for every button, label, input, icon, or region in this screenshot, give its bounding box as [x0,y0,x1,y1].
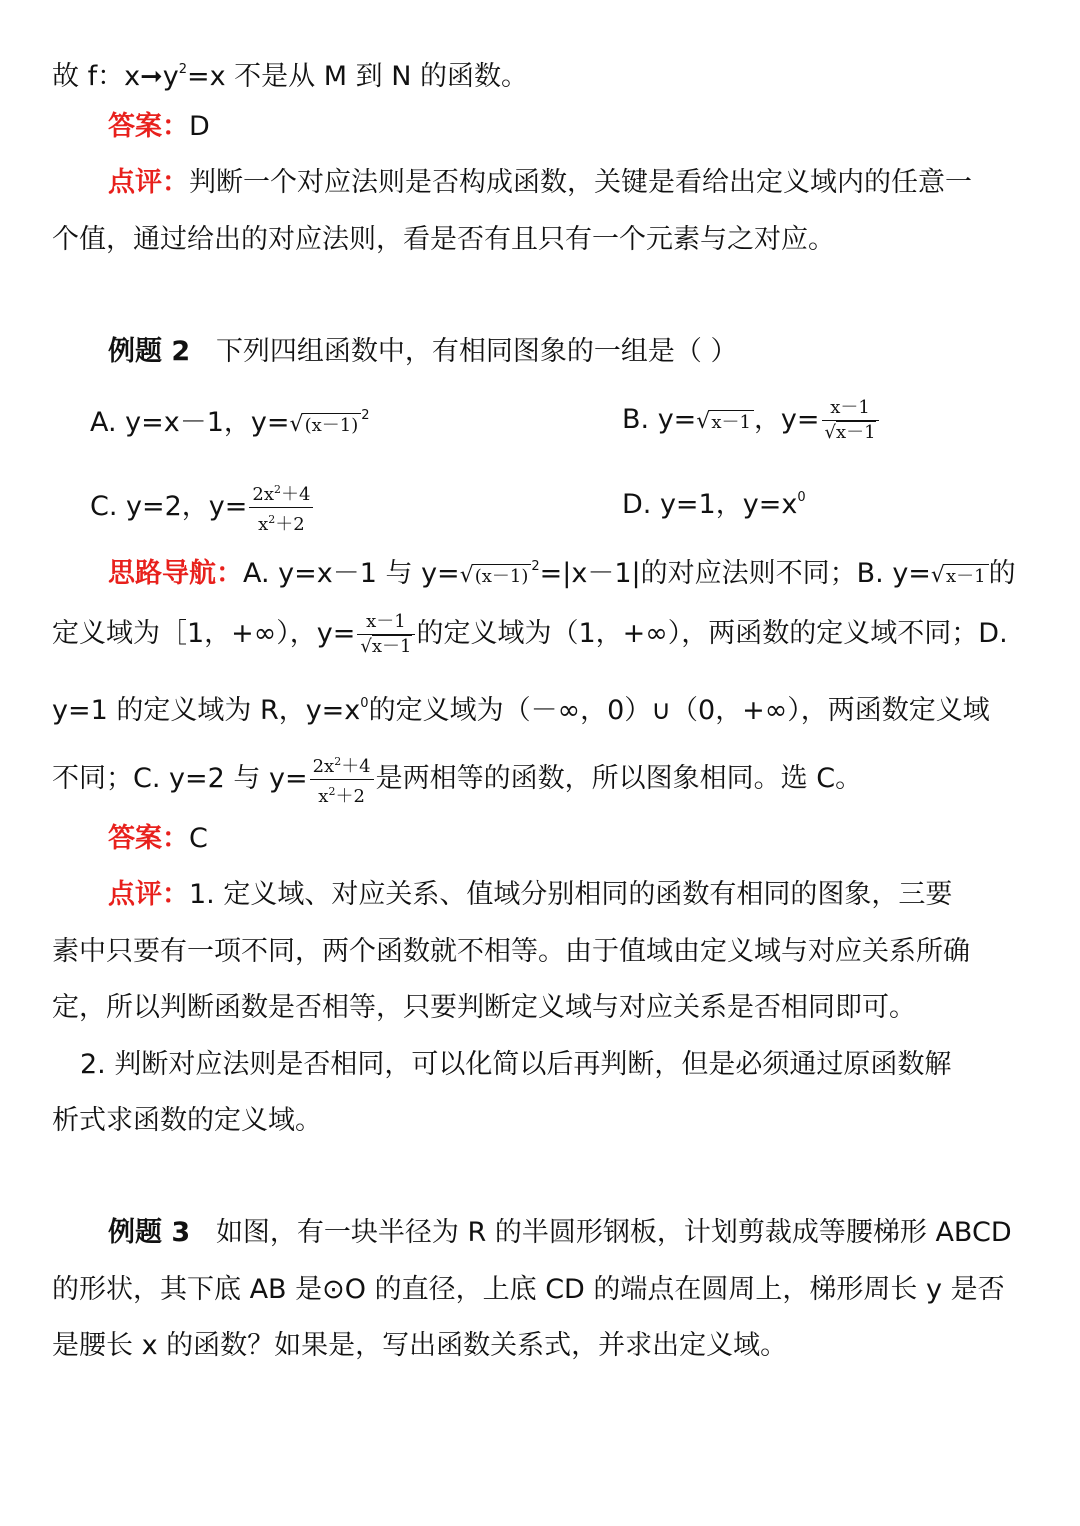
denominator [822,421,879,445]
review-2-line-3 [52,988,916,1028]
review-2-line-2 [52,932,970,972]
superscript: 2 [328,785,336,798]
nav-line-1 [108,547,1016,596]
radicand: x－1 [709,410,754,435]
numerator [249,478,313,508]
text: y [162,61,179,92]
answer-text: C [189,823,208,854]
sqrt-icon: √ [360,636,372,657]
superscript: 0 [797,490,806,505]
text: 2x [252,484,275,505]
text: A. y=x－1 与 y= [243,558,460,589]
text: 如图，有一块半径为 R 的半圆形钢板，计划剪裁成等腰梯形 ABCD [215,1217,1012,1248]
superscript: 2 [268,513,276,526]
sqrt-icon: √ [930,563,945,588]
answer-label: 答案： [108,111,189,142]
text: 的定义域为（－∞，0）∪（0，+∞），两函数定义域 [368,695,990,726]
text: =|x－1|的对应法则不同；B. y= [539,558,931,589]
text: x [318,786,329,807]
numerator [310,750,374,780]
text: D. y=1，y=x [622,489,798,520]
text: A. y=x－1，y= [90,407,290,438]
text: =x 不是从 M 到 N 的函数。 [186,61,528,92]
sqrt-icon: √ [289,412,304,437]
nav-line-3 [52,684,990,731]
superscript: 2 [334,755,342,768]
review-1-line-2 [52,220,835,260]
example-text: 下列四组函数中，有相同图象的一组是（ ） [215,336,738,367]
fraction [249,478,313,537]
text: ＋4 [341,756,371,777]
sqrt-icon: √ [696,409,711,434]
fraction [822,396,879,445]
example-label: 例题 3 [108,1217,191,1248]
example-3-line-1 [108,1213,1012,1253]
option-d [622,478,806,525]
nav-line-4 [52,750,862,809]
text: 定，所以判断函数是否相等，只要判断定义域与对应关系是否相同即可。 [52,992,916,1023]
review-2-line-1 [108,875,952,915]
text: B. y= [622,404,697,435]
text: 2. 判断对应法则是否相同，可以化简以后再判断，但是必须通过原函数解 [80,1049,952,1080]
radicand: (x－1) [473,564,532,589]
denominator [249,508,313,537]
text: x [258,514,269,535]
text: C. y=2，y= [90,491,248,522]
radicand: x－1 [836,422,876,443]
review-1-line-1 [108,163,972,203]
answer-1 [108,107,210,147]
nav-line-2 [52,610,1008,659]
radicand: x－1 [944,564,989,589]
text: 析式求函数的定义域。 [52,1105,322,1136]
answer-label: 答案： [108,823,189,854]
text: 2x [312,756,335,777]
text: 素中只要有一项不同，两个函数就不相等。由于值域由定义域与对应关系所确 [52,936,970,967]
text: ，y= [753,404,820,435]
example-3-line-2 [52,1270,1005,1310]
option-c [90,478,315,537]
superscript: 2 [178,62,187,77]
fraction [357,610,414,659]
text: 1. 定义域、对应关系、值域分别相同的函数有相同的图象，三要 [189,879,953,910]
numerator: x－1 [822,396,879,421]
text: ＋2 [275,514,305,535]
option-b [622,396,881,445]
superscript: 2 [274,483,282,496]
review-label: 点评： [108,879,189,910]
sqrt-icon: √ [459,563,474,588]
text: ＋4 [281,484,311,505]
nav-label: 思路导航： [108,558,243,589]
text: 的 [988,558,1016,589]
review-2-line-4 [80,1045,951,1085]
review-2-line-5 [52,1101,322,1141]
text: y=1 的定义域为 R，y=x [52,695,361,726]
fraction [310,750,374,809]
arrow-icon: ➞ [140,61,163,92]
text: 的定义域为（1，+∞），两函数的定义域不同；D. [416,618,1008,649]
example-2-title [108,332,738,372]
denominator [357,635,414,659]
text-line [52,50,528,97]
text: 故 f：x [52,61,141,92]
denominator [310,780,374,809]
example-label: 例题 2 [108,336,191,367]
text: 判断一个对应法则是否构成函数，关键是看给出定义域内的任意一 [189,167,972,198]
text: 的形状，其下底 AB 是⊙O 的直径，上底 CD 的端点在圆周上，梯形周长 y 是否 [52,1274,1005,1305]
superscript: 2 [531,559,540,574]
text: 个值，通过给出的对应法则，看是否有且只有一个元素与之对应。 [52,224,835,255]
review-label: 点评： [108,167,189,198]
superscript: 2 [361,408,370,423]
text: 是腰长 x 的函数？如果是，写出函数关系式，并求出定义域。 [52,1330,788,1361]
radicand: x－1 [371,636,412,657]
answer-2 [108,819,208,859]
text: 定义域为［1，+∞），y= [52,618,356,649]
numerator: x－1 [357,610,414,635]
text: 不同；C. y=2 与 y= [52,763,308,794]
superscript: 0 [360,696,369,711]
option-a [90,396,370,445]
radicand: (x－1) [303,413,362,438]
text: ＋2 [335,786,365,807]
text: 是两相等的函数，所以图象相同。选 C。 [375,763,863,794]
example-3-line-3 [52,1326,787,1366]
answer-text: D [189,111,210,142]
sqrt-icon: √ [824,422,837,443]
